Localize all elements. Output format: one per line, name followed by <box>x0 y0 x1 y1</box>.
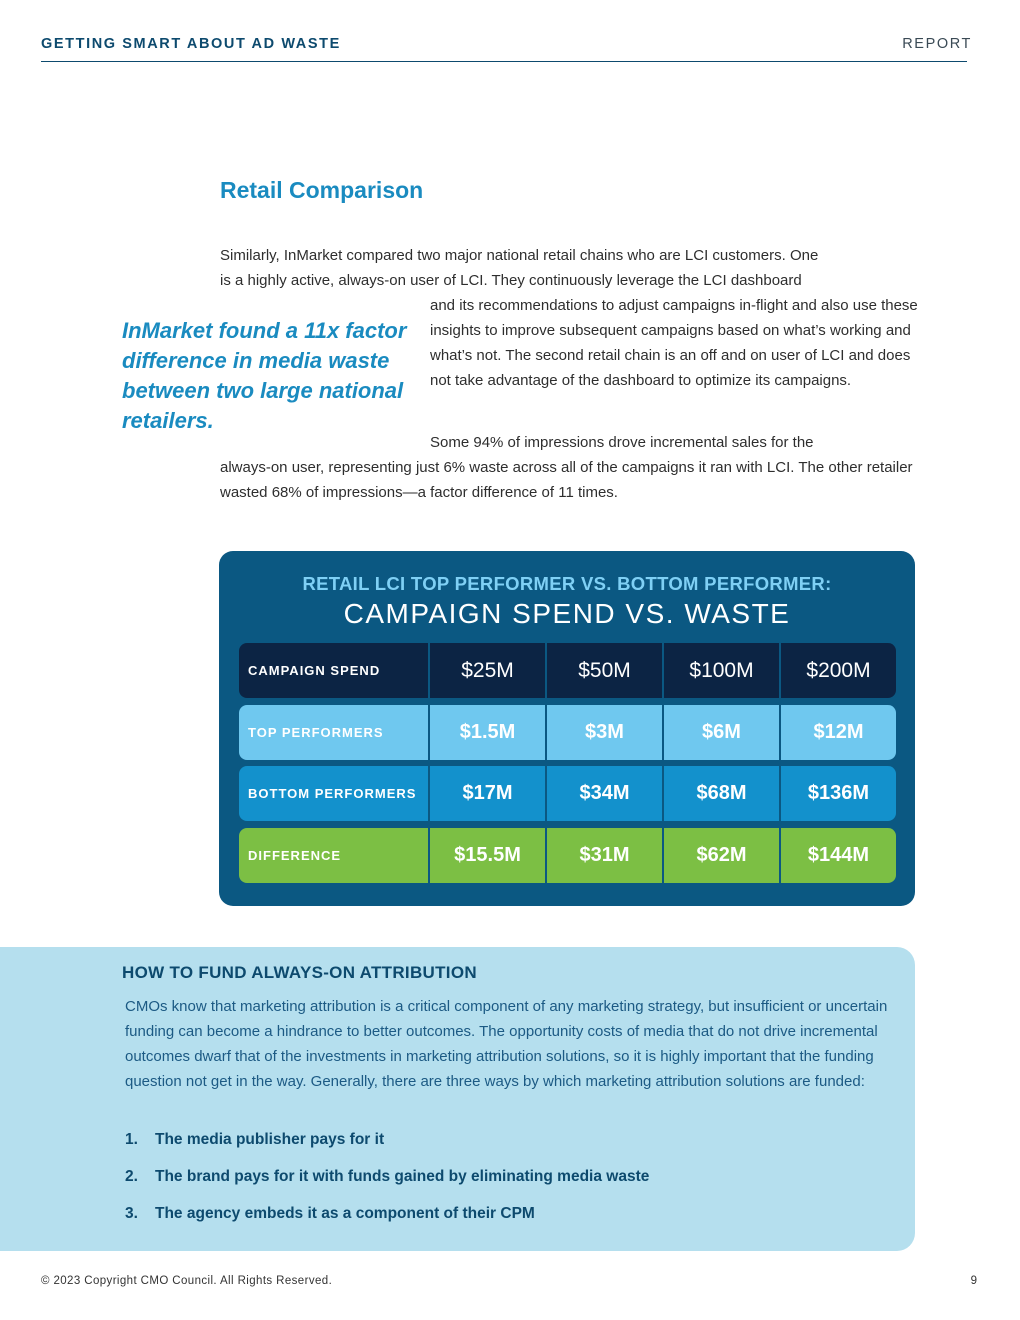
table-cell: $3M <box>545 705 662 760</box>
list-number: 1. <box>125 1131 138 1148</box>
table-title: CAMPAIGN SPEND VS. WASTE <box>343 598 791 629</box>
paragraph-1-lead <box>220 243 915 293</box>
pull-quote: InMarket found a 11x factor difference in media waste between two large national retailers. <box>122 318 407 433</box>
header-rule <box>41 61 967 62</box>
row-campaign-spend <box>239 643 896 698</box>
row-bottom-performers <box>239 766 896 821</box>
funding-title: HOW TO FUND ALWAYS-ON ATTRIBUTION <box>122 963 477 982</box>
list-number: 3. <box>125 1205 138 1222</box>
row-label: CAMPAIGN SPEND <box>248 663 381 678</box>
list-item <box>125 1205 895 1242</box>
funding-callout <box>0 947 915 1251</box>
list-item <box>125 1131 895 1168</box>
page-number: 9 <box>970 1275 977 1287</box>
list-text: The brand pays for it with funds gained by eliminating media waste <box>155 1168 650 1185</box>
funding-paragraph: CMOs know that marketing attribution is a critical component of any marketing strategy, but insufficient or uncertain funding can become a hindrance to better outcomes. The opportunity costs of media that do not drive incremental outcomes dwarf that of the investments in marketing attribution solutions, so it is highly important that the funding question not get in the way. Generally, there are three ways by which marketing attribution solutions are funded: <box>125 998 888 1090</box>
table-cell: $68M <box>662 766 779 821</box>
paragraph-1-line-1: Similarly, InMarket compared two major national retail chains who are LCI customers. One <box>220 247 819 264</box>
paragraph-2-rest: always-on user, representing just 6% waste across all of the campaigns it ran with LCI. The other retailer wasted 68% of impressions—a factor difference of 11 times. <box>220 459 913 501</box>
table-subtitle: RETAIL LCI TOP PERFORMER VS. BOTTOM PERFORMER: <box>302 573 832 594</box>
spend-waste-table-card <box>219 551 915 906</box>
table-cell: $1.5M <box>428 705 545 760</box>
header-label: REPORT <box>902 36 972 52</box>
list-text: The media publisher pays for it <box>155 1131 385 1148</box>
table-cell: $200M <box>779 643 896 698</box>
table-cell: $15.5M <box>428 828 545 883</box>
footer-copyright: © 2023 Copyright CMO Council. All Rights Reserved. <box>41 1275 333 1287</box>
table-cell: $62M <box>662 828 779 883</box>
section-title: Retail Comparison <box>220 177 424 203</box>
header-title: GETTING SMART ABOUT AD WASTE <box>41 36 341 52</box>
funding-list <box>125 1131 895 1242</box>
row-label: DIFFERENCE <box>248 848 342 863</box>
table-cell: $31M <box>545 828 662 883</box>
paragraph-1-wrap: and its recommendations to adjust campaigns in-flight and also use these insights to improve subsequent campaigns based on what’s working and what’s not. The second retail chain is an off and on user of LCI and does not take advantage of the dashboard to optimize its campaigns. <box>430 297 918 389</box>
table-cell: $50M <box>545 643 662 698</box>
row-label: BOTTOM PERFORMERS <box>248 786 417 801</box>
row-top-performers <box>239 705 896 760</box>
table-cell: $17M <box>428 766 545 821</box>
table-cell: $12M <box>779 705 896 760</box>
paragraph-2-start: Some 94% of impressions drove incremental sales for the <box>430 434 814 451</box>
row-label: TOP PERFORMERS <box>248 725 384 740</box>
paragraph-1-line-2: is a highly active, always-on user of LCI. They continuously leverage the LCI dashboard <box>220 272 802 289</box>
table-cell: $144M <box>779 828 896 883</box>
table-cell: $6M <box>662 705 779 760</box>
list-text: The agency embeds it as a component of their CPM <box>155 1205 535 1222</box>
table-cell: $136M <box>779 766 896 821</box>
row-difference <box>239 828 896 883</box>
table-cell: $34M <box>545 766 662 821</box>
list-number: 2. <box>125 1168 138 1185</box>
list-item <box>125 1168 895 1205</box>
table-cell: $25M <box>428 643 545 698</box>
table-cell: $100M <box>662 643 779 698</box>
